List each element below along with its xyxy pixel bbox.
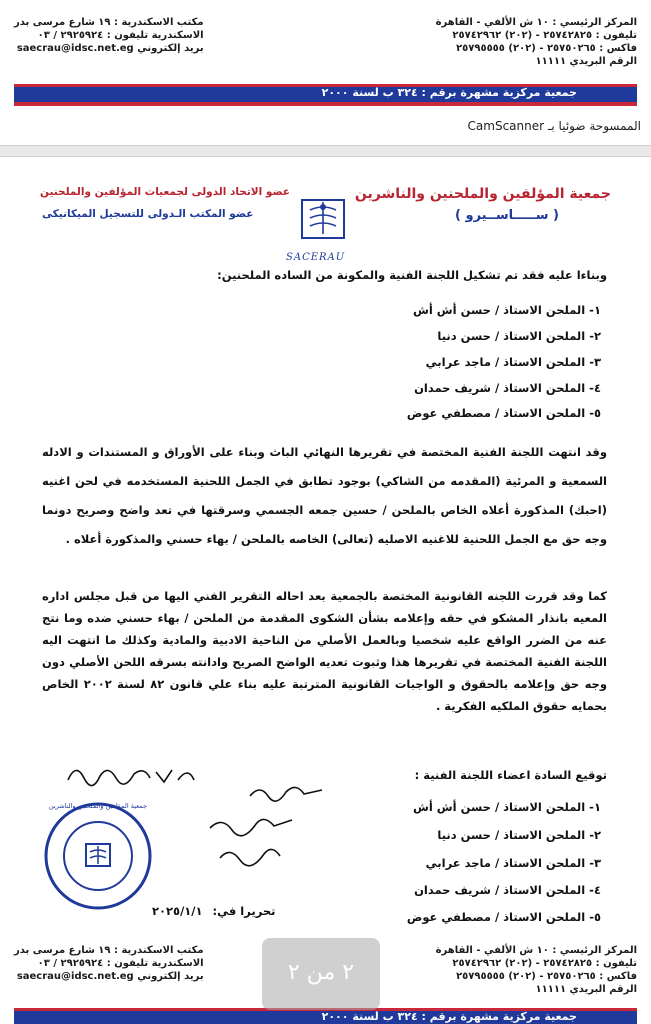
legal-decision-paragraph: كما وقد قررت اللجنه القانونية المختصة بالجمعية بعد احاله التقرير الفني اليها من قبل مجلس اداره المعيه بانذار المشكو في حقه وإعلامه بشأن الشكوى المقدمة من الملحن / بهاء حسني ضده وما نتج عنه من الضرر الواقع عليه شخصيا وبالعمل الأصلي من الناحية الادبية والمادية وكذلك ما انتهت اليه اللجنة الفنية المختصة في تقريرها هذا وثبوت تعديه الواضح الصريح وادانته بسرقه اللحن الأصلي دون وجه حق وإعلامه بالحقوق و الواجبات القانونية المترتبة عليه بناء علي قانون ٨٢ لسنة ٢٠٠٢ الخاص بحمايه حقوق الملكيه الفكرية . bbox=[42, 589, 607, 713]
page-separator bbox=[0, 145, 651, 157]
committee-member: ٤- الملحن الاستاذ / شريف حمدان bbox=[414, 381, 601, 395]
header-phone: تليفون : ٢٥٧٤٢٨٢٥ - (٢٠٢) ٢٥٧٤٢٩٦٢ bbox=[452, 958, 637, 969]
intro-line: وبناءا عليه فقد تم تشكيل اللجنة الفنية والمكونة من الساده الملحنين: bbox=[217, 268, 607, 282]
page-indicator-label: ٢ من ٢ bbox=[287, 960, 355, 985]
camscanner-caption: الممسوحة ضوئيا بـ CamScanner bbox=[467, 119, 641, 133]
signatory: ٣- الملحن الاستاذ / ماجد عرابي bbox=[425, 856, 601, 870]
date-value: ٢٠٢٥/١/١ bbox=[152, 904, 203, 918]
membership-line-2: عضو المكتب الـدولى للتسجيل الميكانيكى bbox=[42, 208, 254, 220]
header-branch-address: مكتب الاسكندرية : ١٩ شارع مرسى بدر bbox=[14, 945, 204, 956]
signatory: ٥- الملحن الاستاذ / مصطفي عوض bbox=[406, 910, 601, 924]
logo-caption: SACERAU bbox=[286, 252, 346, 263]
committee-member: ٥- الملحن الاستاذ / مصطفي عوض bbox=[406, 406, 601, 420]
header-band-text: جمعية مركزية مشهرة برقم : ٣٢٤ ب لسنة ٢٠٠٠ bbox=[321, 1010, 577, 1023]
stamp-text: جمعية المؤلفين والملحنين والناشرين bbox=[48, 802, 148, 810]
bottom-header-right bbox=[436, 944, 637, 996]
signatory: ١- الملحن الاستاذ / حسن أش أش bbox=[412, 800, 601, 814]
technical-findings-paragraph: وقد انتهت اللجنة الفنية المختصة في تقريرها النهائي الباث وبناء على الأوراق و المستندات و الادله السمعية و المرئية (المقدمه من الشاكي) بوجود تطابق في الجمل اللحنية المستخدمه في لحن اغنيه (احبك) المذكورة أعلاه الخاص بالملحن / حسين جمعه الجسمي وسرقتها في تعد واضح وصريح دونما وجه حق مع الجمل اللحنية للاغنيه الاصليه (تعالى) الخاصه بالملحن / بهاء حسني والمذكورة أعلاه . bbox=[42, 445, 607, 546]
bottom-header-left bbox=[14, 944, 204, 983]
header-band bbox=[14, 80, 637, 106]
header-fax: فاكس : ٢٥٧٥٠٢٦٥ - (٢٠٢) ٢٥٧٩٥٥٥٥ bbox=[456, 43, 637, 54]
date-line bbox=[152, 904, 275, 918]
committee-member: ١- الملحن الاستاذ / حسن أش أش bbox=[412, 303, 601, 317]
header-postal: الرقم البريدي ١١١١١ bbox=[535, 56, 637, 67]
signatory: ٢- الملحن الاستاذ / حسن دنيا bbox=[437, 828, 601, 842]
header-fax: فاكس : ٢٥٧٥٠٢٦٥ - (٢٠٢) ٢٥٧٩٥٥٥٥ bbox=[456, 971, 637, 982]
org-name: جمعية المؤلفين والملحنين والناشرين bbox=[354, 186, 611, 202]
signatory: ٤- الملحن الاستاذ / شريف حمدان bbox=[414, 883, 601, 897]
header-address: المركز الرئيسي : ١٠ ش الألفي - القاهرة bbox=[435, 945, 637, 956]
header-email: بريد إلكتروني saecrau@idsc.net.eg bbox=[16, 43, 204, 54]
header-branch-phone: الاسكندرية تليفون : ٢٩٢٥٩٢٤ / ٠٣ bbox=[37, 30, 204, 41]
official-stamp bbox=[42, 800, 154, 912]
header-address: المركز الرئيسي : ١٠ ش الألفي - القاهرة bbox=[435, 17, 637, 28]
page-indicator bbox=[262, 938, 380, 1010]
date-label: تحريرا في: bbox=[212, 904, 276, 918]
committee-member: ٣- الملحن الاستاذ / ماجد عرابي bbox=[425, 355, 601, 369]
membership-line-1: عضو الاتحاد الدولى لجمعيات المؤلفين والملحنين bbox=[40, 186, 290, 198]
header-branch-address: مكتب الاسكندرية : ١٩ شارع مرسى بدر bbox=[14, 17, 204, 28]
header-postal: الرقم البريدي ١١١١١ bbox=[535, 984, 637, 995]
committee-member: ٢- الملحن الاستاذ / حسن دنيا bbox=[437, 329, 601, 343]
org-subtitle: ( ســـــاســيرو ) bbox=[455, 208, 559, 223]
top-header-left bbox=[14, 16, 204, 55]
society-logo bbox=[296, 196, 350, 248]
header-phone: تليفون : ٢٥٧٤٢٨٢٥ - (٢٠٢) ٢٥٧٤٢٩٦٢ bbox=[452, 30, 637, 41]
header-email: بريد إلكتروني saecrau@idsc.net.eg bbox=[16, 971, 204, 982]
header-band-text: جمعية مركزية مشهرة برقم : ٣٢٤ ب لسنة ٢٠٠٠ bbox=[321, 86, 577, 99]
header-branch-phone: الاسكندرية تليفون : ٢٩٢٥٩٢٤ / ٠٣ bbox=[37, 958, 204, 969]
signatures-title: توقيع السادة اعضاء اللجنة الفنية : bbox=[414, 768, 607, 782]
top-header-right bbox=[436, 16, 637, 68]
